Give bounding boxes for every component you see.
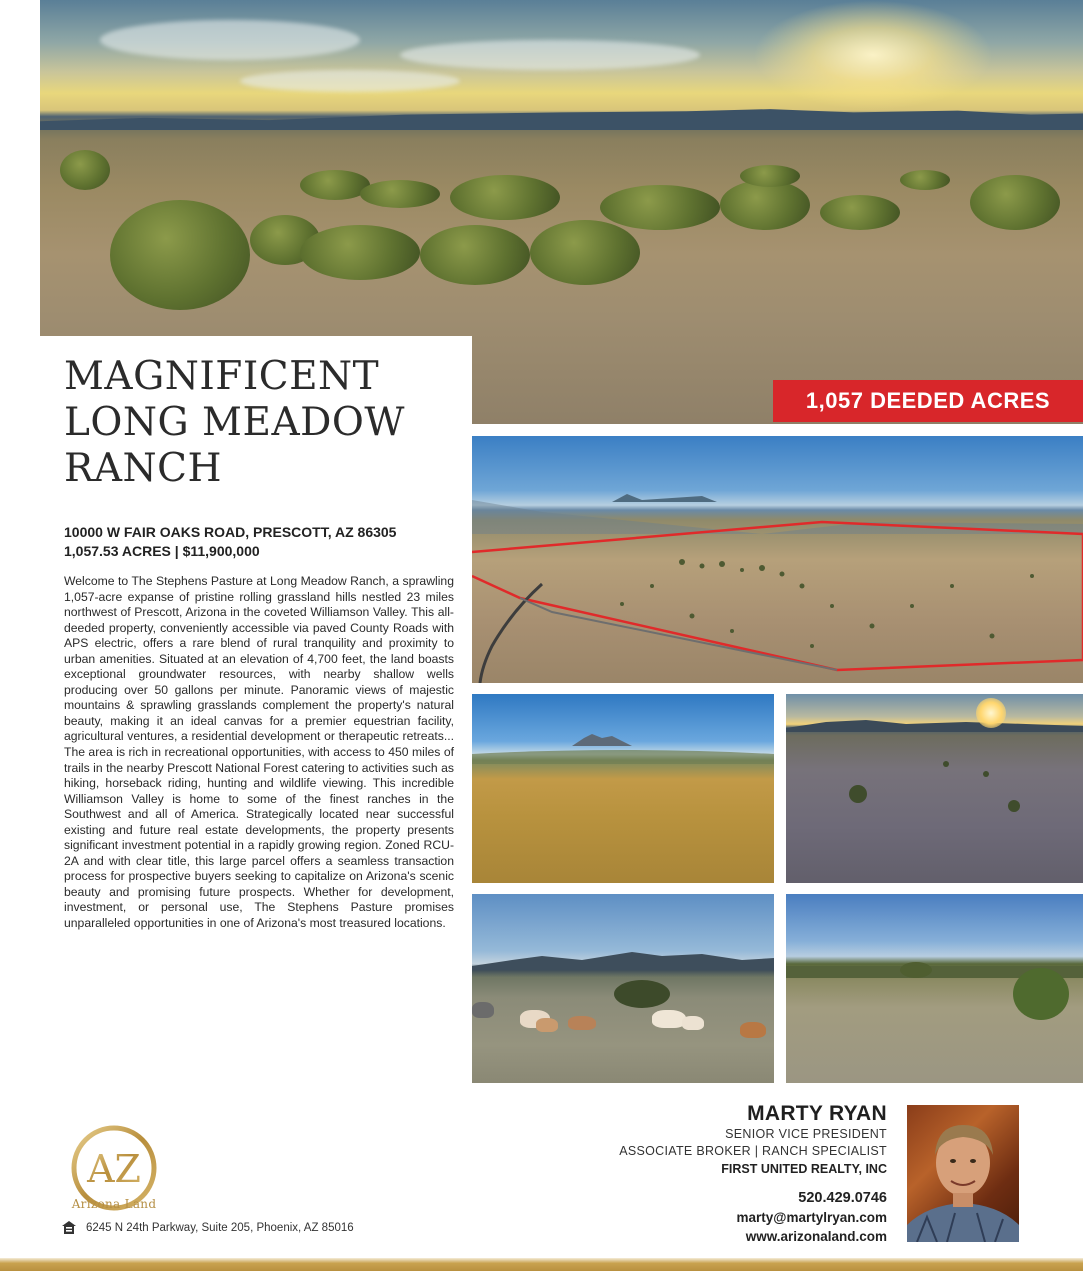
grassland-overlay xyxy=(472,694,774,883)
footer-address-row xyxy=(62,1221,354,1234)
footer-bar xyxy=(0,1258,1083,1271)
cattle-photo xyxy=(472,894,774,1083)
scrubland-photo xyxy=(786,894,1083,1083)
sunset-photo xyxy=(786,694,1083,883)
sunset-overlay xyxy=(786,694,1083,883)
equal-housing-icon xyxy=(62,1221,76,1234)
agent-phone[interactable]: 520.429.0746 xyxy=(798,1190,887,1206)
cattle-overlay xyxy=(472,894,774,1083)
title-line-3: RANCH xyxy=(64,446,223,491)
title-box xyxy=(40,336,472,506)
portrait-drawing xyxy=(907,1105,1019,1242)
logo-name: Arizona Land xyxy=(71,1197,157,1211)
street-address: 10000 W FAIR OAKS ROAD, PRESCOTT, AZ 86305 xyxy=(64,524,397,540)
scrubland-overlay xyxy=(786,894,1083,1083)
acres-banner: 1,057 DEEDED ACRES xyxy=(773,380,1083,422)
aerial-overlay xyxy=(472,436,1083,683)
aerial-photo xyxy=(472,436,1083,683)
acres-price: 1,057.53 ACRES | $11,900,000 xyxy=(64,543,260,559)
title-line-1: MAGNIFICENT xyxy=(64,354,380,399)
agent-title: SENIOR VICE PRESIDENT xyxy=(725,1127,887,1141)
property-address xyxy=(64,523,464,561)
agent-info xyxy=(619,1102,887,1246)
office-address: 6245 N 24th Parkway, Suite 205, Phoenix, AZ 85016 xyxy=(86,1221,354,1234)
agent-role: ASSOCIATE BROKER | RANCH SPECIALIST xyxy=(619,1144,887,1158)
agent-name: MARTY RYAN xyxy=(747,1102,887,1125)
agent-portrait xyxy=(907,1105,1019,1242)
property-description: Welcome to The Stephens Pasture at Long Meadow Ranch, a sprawling 1,057-acre expanse of pristine rolling grassland hills nestled 23 miles northwest of Prescott, Arizona in the coveted Williamson Valley. This all-deeded property, conveniently accessible via paved County Roads with APS electric, offers a rare blend of rural tranquility and proximity to urban amenities. Situated at an elevation of 4,700 feet, the land boasts exceptional groundwater resources, with nearby shallow wells producing over 50 gallons per minute. Panoramic views of majestic mountains & sprawling grasslands complement the property's natural beauty, making it an ideal canvas for a premier equestrian facility, agricultural ventures, a residential development or therapeutic retreats... The area is rich in recreational opportunities, with access to 450 miles of trails in the nearby Prescott National Forest catering to activities such as hiking, horseback riding, hunting and wildlife viewing. This incredible Williamson Valley is home to some of the finest ranches in the Southwest and all of America. Strategically located near successful existing and future real estate developments, the property presents significant investment potential in a rapidly growing region. Zoned RCU-2A and with clear title, this large parcel offers a seamless transaction process for prospective buyers seeking to capitalize on Arizona's scenic beauty and promising future prospects. Whether for development, investment, or personal use, The Stephens Pasture promises unparalleled opportunities in one of Arizona's most treasured locations. xyxy=(64,574,454,931)
logo-monogram: AZ xyxy=(87,1147,141,1191)
title-line-2: LONG MEADOW xyxy=(64,400,405,445)
agent-email[interactable]: marty@martylryan.com xyxy=(736,1210,887,1225)
agent-website[interactable]: www.arizonaland.com xyxy=(745,1229,887,1244)
agent-company: FIRST UNITED REALTY, INC xyxy=(721,1162,887,1176)
grassland-photo xyxy=(472,694,774,883)
page-title xyxy=(64,354,472,492)
